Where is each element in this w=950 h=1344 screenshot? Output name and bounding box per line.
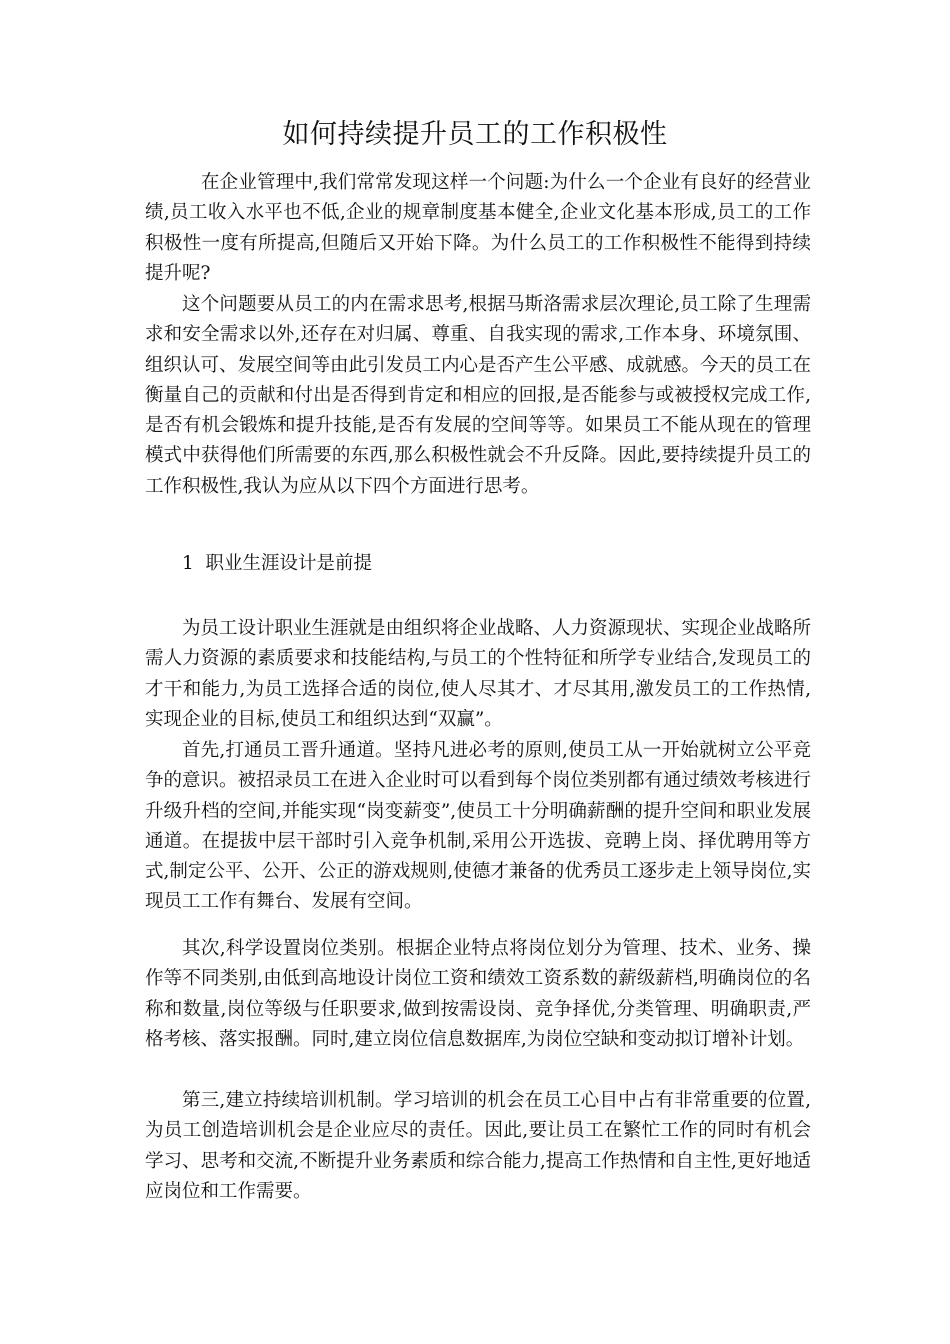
intro-paragraph-1: 在企业管理中,我们常常发现这样一个问题:为什么一个企业有良好的经营业绩,员工收入水平也不低,企业的规章制度基本健全,企业文化基本形成,员工的工作积极性一度有所提高,但随后又开始下降。为什么员工的工作积极性不能得到持续提升呢? (145, 172, 811, 284)
section-paragraph-2: 首先,打通员工晋升通道。坚持凡进必考的原则,使员工从一开始就树立公平竞争的意识。被招录员工在进入企业时可以看到每个岗位类别都有通过绩效考核进行升级升档的空间,并能实现“岗变薪变”,使员工十分明确薪酬的提升空间和职业发展通道。在提拔中层干部时引入竞争机制,采用公开选拔、竞聘上岗、择优聘用等方式,制定公平、公开、公正的游戏规则,使德才兼备的优秀员工逐步走上领导岗位,实现员工工作有舞台、发展有空间。 (145, 740, 812, 913)
section-paragraph-1: 为员工设计职业生涯就是由组织将企业战略、人力资源现状、实现企业战略所需人力资源的素质要求和技能结构,与员工的个性特征和所学专业结合,发现员工的才干和能力,为员工选择合适的岗位,使人尽其才、才尽其用,激发员工的工作热情,实现企业的目标,使员工和组织达到“双赢”。 (145, 618, 812, 730)
section-paragraph-4: 第三,建立持续培训机制。学习培训的机会在员工心目中占有非常重要的位置,为员工创造培训机会是企业应尽的责任。因此,要让员工在繁忙工作的同时有机会学习、思考和交流,不断提升业务素质和综合能力,提高工作热情和自主性,更好地适应岗位和工作需要。 (145, 1090, 811, 1202)
section-heading: 1 职业生涯设计是前提 (182, 553, 373, 574)
document-title: 如何持续提升员工的工作积极性 (282, 119, 668, 150)
intro-paragraph-2: 这个问题要从员工的内在需求思考,根据马斯洛需求层次理论,员工除了生理需求和安全需求以外,还存在对归属、尊重、自我实现的需求,工作本身、环境氛围、组织认可、发展空间等由此引发员工内心是否产生公平感、成就感。今天的员工在衡量自己的贡献和付出是否得到肯定和相应的回报,是否能参与或被授权完成工作,是否有机会锻炼和提升技能,是否有发展的空间等等。如果员工不能从现在的管理模式中获得他们所需要的东西,那么积极性就会不升反降。因此,要持续提升员工的工作积极性,我认为应从以下四个方面进行思考。 (145, 294, 812, 497)
section-paragraph-3: 其次,科学设置岗位类别。根据企业特点将岗位划分为管理、技术、业务、操作等不同类别,由低到高地设计岗位工资和绩效工资系数的薪级薪档,明确岗位的名称和数量,岗位等级与任职要求,做到按需设岗、竞争择优,分类管理、明确职责,严格考核、落实报酬。同时,建立岗位信息数据库,为岗位空缺和变动拟订增补计划。 (145, 938, 811, 1050)
